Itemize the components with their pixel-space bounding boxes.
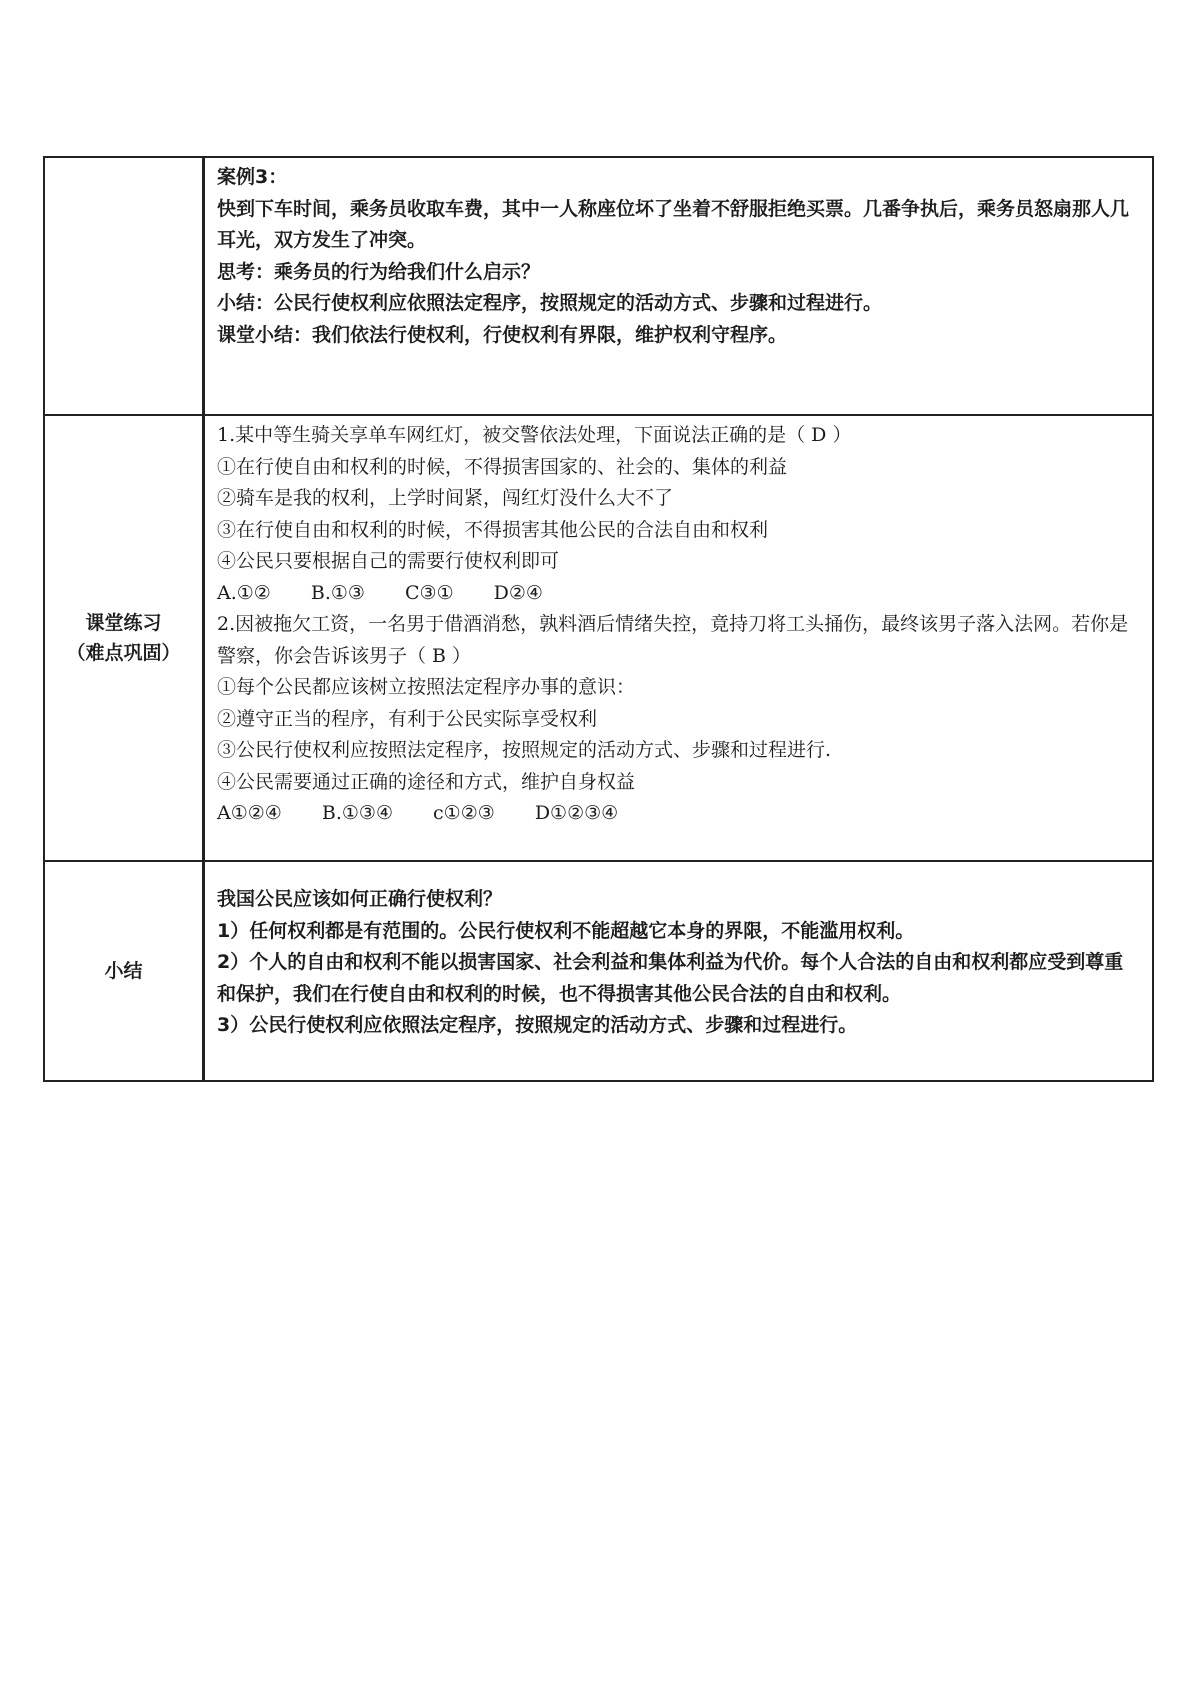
practice-row — [44, 415, 1153, 861]
question-2-option-d: D①②③④ — [534, 802, 619, 824]
question-1-item: ④公民只要根据自己的需要行使权利即可 — [217, 550, 560, 572]
question-1-options — [217, 578, 1142, 610]
question-2-item: ④公民需要通过正确的途径和方式，维护自身权益 — [217, 770, 636, 793]
question-1-option-a: A.①② — [217, 581, 271, 604]
summary-label-cell — [44, 861, 204, 1081]
question-2-option-b: B.①③④ — [321, 802, 393, 824]
question-1-option-b: B.①③ — [310, 581, 365, 604]
case-summary: 小结：公民行使权利应依照法定程序，按照规定的活动方式、步骤和过程进行。 — [217, 292, 883, 314]
question-1-item: ①在行使自由和权利的时候，不得损害国家的、社会的、集体的利益 — [217, 455, 788, 478]
case-label-cell — [44, 157, 204, 415]
question-1-item: ②骑车是我的权利，上学时间紧，闯红灯没什么大不了 — [217, 487, 674, 509]
question-1-stem: 1.某中等生骑关享单车网红灯，被交警依法处理，下面说法正确的是（ D ） — [217, 424, 852, 446]
summary-question: 我国公民应该如何正确行使权利？ — [217, 888, 503, 910]
question-2-option-c: c①②③ — [433, 802, 495, 824]
practice-label: 课堂练习 — [85, 612, 162, 634]
case-content-cell — [204, 157, 1154, 415]
summary-row — [44, 861, 1153, 1081]
question-1-option-d: D②④ — [493, 581, 543, 604]
question-2-option-a: A①②④ — [217, 802, 282, 824]
question-2-item: ②遵守正当的程序，有利于公民实际享受权利 — [217, 707, 598, 730]
question-2-item: ③公民行使权利应按照法定程序，按照规定的活动方式、步骤和过程进行. — [217, 739, 832, 761]
case-description: 快到下车时间，乘务员收取车费，其中一人称座位坏了坐着不舒服拒绝买票。几番争执后，乘务员怒扇那人几耳光，双方发生了冲突。 — [217, 197, 1130, 251]
question-1-option-c: C③① — [405, 581, 454, 604]
summary-point-3: 3）公民行使权利应依照法定程序，按照规定的活动方式、步骤和过程进行。 — [217, 1014, 858, 1036]
case-title: 案例3： — [217, 166, 288, 188]
question-1-item: ③在行使自由和权利的时候，不得损害其他公民的合法自由和权利 — [217, 518, 769, 541]
class-summary: 课堂小结：我们依法行使权利，行使权利有界限，维护权利守程序。 — [217, 323, 788, 346]
practice-sublabel: （难点巩固） — [66, 642, 181, 664]
question-2-item: ①每个公民都应该树立按照法定程序办事的意识： — [217, 676, 636, 698]
summary-label: 小结 — [104, 960, 143, 982]
question-2-stem: 2.因被拖欠工资，一名男于借酒消愁，孰料酒后情绪失控，竟持刀将工头捅伤，最终该男子落入法网。若你是警察，你会告诉该男子（ B ） — [217, 613, 1129, 667]
practice-content-cell — [204, 415, 1154, 861]
summary-content-cell — [204, 861, 1154, 1081]
case-row — [44, 157, 1153, 415]
question-2-options — [217, 798, 1142, 830]
practice-label-cell — [44, 415, 204, 861]
case-question: 思考：乘务员的行为给我们什么启示？ — [217, 260, 541, 283]
summary-point-1: 1）任何权利都是有范围的。公民行使权利不能超越它本身的界限，不能滥用权利。 — [217, 919, 915, 942]
lesson-plan-table — [43, 156, 1154, 1082]
summary-point-2: 2）个人的自由和权利不能以损害国家、社会利益和集体利益为代价。每个人合法的自由和权利都应受到尊重和保护，我们在行使自由和权利的时候，也不得损害其他公民合法的自由和权利。 — [217, 951, 1124, 1005]
